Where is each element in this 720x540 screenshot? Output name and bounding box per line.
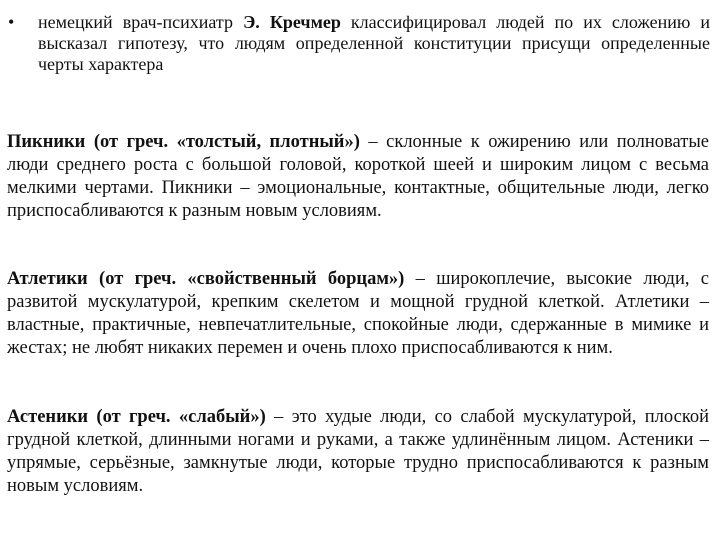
type-heading-pyknic: Пикники (от греч. «толстый, плотный») — [7, 132, 360, 152]
intro-rest: классифицировал людей по их сложению и высказал гипотезу, что людям определенной конституции присущи определенные черты характера — [38, 12, 711, 74]
type-heading-athletic: Атлетики (от греч. «свойственный борцам») — [7, 269, 405, 289]
intro-author-name: Э. Кречмер — [243, 12, 341, 32]
type-paragraph-athletic — [7, 268, 709, 360]
type-heading-asthenic: Астеники (от греч. «слабый») — [7, 407, 266, 427]
intro-bullet-item — [8, 12, 710, 75]
type-paragraph-asthenic — [7, 406, 709, 498]
bullet-icon: • — [8, 12, 15, 32]
intro-text — [38, 12, 710, 75]
type-paragraph-pyknic — [7, 131, 709, 223]
type-description-asthenic: – это худые люди, со слабой мускулатурой, плоской грудной клеткой, длинными ногами и руками, а также удлинённым лицом. Астеники –упрямые, серьёзные, замкнутые люди, которые трудно приспосабливаются к разным новым условиям. — [7, 407, 710, 496]
type-description-pyknic: – склонные к ожирению или полноватые люди среднего роста с большой головой, короткой шеей и широким лицом с весьма мелкими чертами. Пикники – эмоциональные, контактные, общительные люди, легко приспосабливаются к разным новым условиям. — [7, 132, 710, 221]
type-description-athletic: – широкоплечие, высокие люди, с развитой мускулатурой, крепким скелетом и мощной грудной клеткой. Атлетики – властные, практичные, невпечатлительные, спокойные люди, сдержанные в мимике и жестах; не любят никаких перемен и очень плохо приспосабливаются к ним. — [7, 269, 709, 358]
intro-lead: немецкий врач-психиатр — [38, 12, 234, 32]
